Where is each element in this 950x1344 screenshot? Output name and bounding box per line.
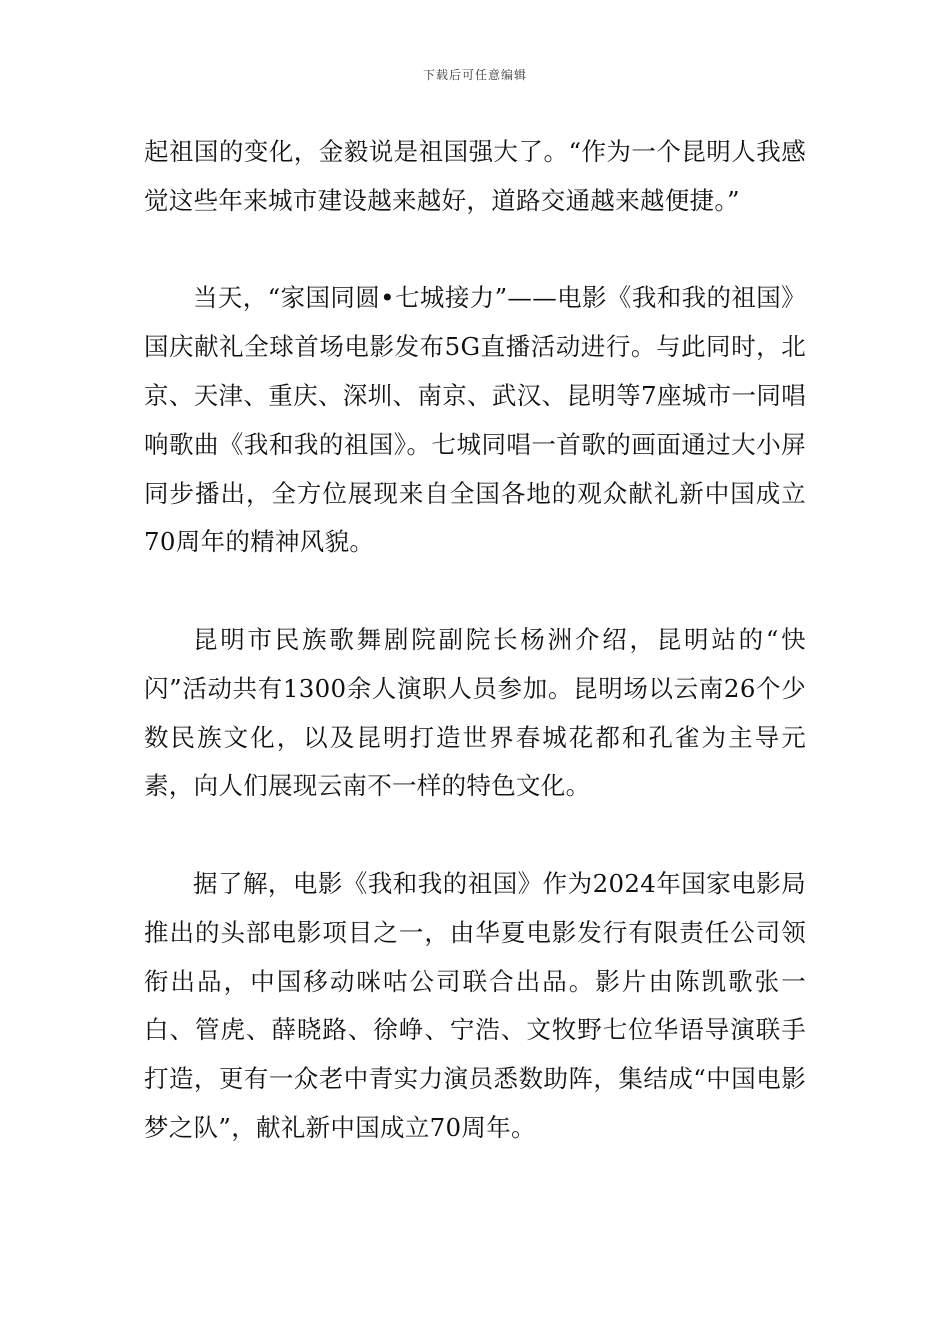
page-header-note: 下载后可任意编辑 xyxy=(422,68,527,82)
paragraph-spacer xyxy=(144,567,806,616)
paragraph-spacer xyxy=(144,811,806,860)
paragraph-3: 昆明市民族歌舞剧院副院长杨洲介绍，昆明站的“快闪”活动共有1300余人演职人员参加。昆明场以云南26个少数民族文化，以及昆明打造世界春城花都和孔雀为主导元素，向人们展现云南不一样的特色文化。 xyxy=(144,624,806,801)
paragraph-spacer xyxy=(144,226,806,275)
document-body xyxy=(144,128,806,1153)
paragraph-2: 当天，“家国同圆•七城接力”——电影《我和我的祖国》国庆献礼全球首场电影发布5G直播活动进行。与此同时，北京、天津、重庆、深圳、南京、武汉、昆明等7座城市一同唱响歌曲《我和我的祖国》。七城同唱一首歌的画面通过大小屏同步播出，全方位展现来自全国各地的观众献礼新中国成立70周年的精神风貌。 xyxy=(144,283,806,557)
paragraph-1: 起祖国的变化，金毅说是祖国强大了。“作为一个昆明人我感觉这些年来城市建设越来越好，道路交通越来越便捷。” xyxy=(144,137,806,215)
paragraph-4: 据了解，电影《我和我的祖国》作为2024年国家电影局推出的头部电影项目之一，由华夏电影发行有限责任公司领衔出品，中国移动咪咕公司联合出品。影片由陈凯歌张一白、管虎、薛晓路、徐峥、宁浩、文牧野七位华语导演联手打造，更有一众老中青实力演员悉数助阵，集结成“中国电影梦之队”，献礼新中国成立70周年。 xyxy=(144,868,806,1142)
